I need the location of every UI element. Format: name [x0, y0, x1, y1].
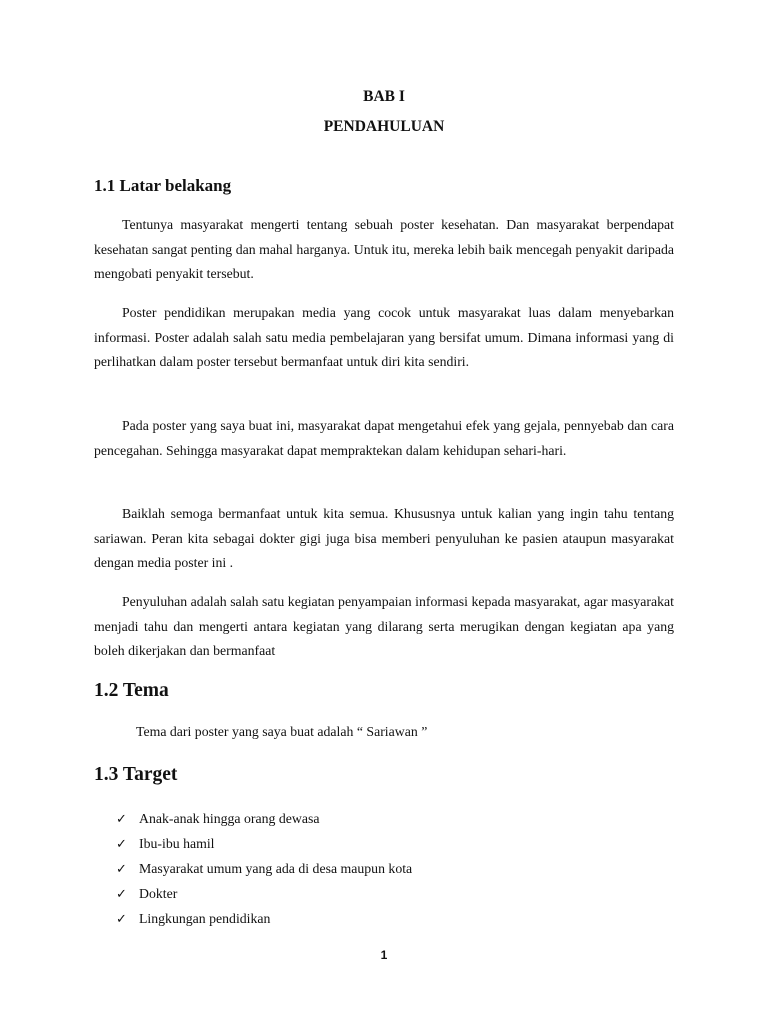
- list-item-text: Ibu-ibu hamil: [139, 836, 215, 851]
- paragraph: Baiklah semoga bermanfaat untuk kita semua. Khususnya untuk kalian yang ingin tahu tentang sariawan. Peran kita sebagai dokter gigi juga bisa memberi penyuluhan ke pasien ataupun masyarakat dengan media poster ini .: [94, 506, 674, 571]
- chapter-title: PENDAHULUAN: [323, 118, 445, 135]
- checkmark-icon: ✓: [116, 886, 127, 901]
- section-heading-target: 1.3 Target: [94, 764, 178, 785]
- paragraph: Poster pendidikan merupakan media yang cocok untuk masyarakat luas dalam menyebarkan informasi. Poster adalah salah satu media pembelajaran yang bersifat umum. Dimana informasi yang di perlihatkan dalam poster tersebut bermanfaat untuk diri kita sendiri.: [94, 305, 674, 370]
- list-item-text: Masyarakat umum yang ada di desa maupun kota: [139, 861, 413, 876]
- checkmark-icon: ✓: [116, 861, 127, 876]
- list-item: [116, 806, 412, 831]
- list-item: [116, 831, 412, 856]
- checkmark-icon: ✓: [116, 836, 127, 851]
- list-item-text: Dokter: [139, 886, 178, 901]
- checkmark-icon: ✓: [116, 811, 127, 826]
- page-number: 1: [380, 948, 388, 962]
- section-heading-tema: 1.2 Tema: [94, 680, 169, 701]
- list-item: [116, 856, 412, 881]
- checkmark-icon: ✓: [116, 911, 127, 926]
- chapter-label: BAB I: [363, 88, 405, 105]
- target-list: [116, 806, 412, 931]
- tema-text: Tema dari poster yang saya buat adalah “ Sariawan ”: [136, 724, 428, 739]
- paragraph: Pada poster yang saya buat ini, masyarakat dapat mengetahui efek yang gejala, pennyebab dan cara pencegahan. Sehingga masyarakat dapat mempraktekan dalam kehidupan sehari-hari.: [94, 418, 674, 458]
- list-item-text: Anak-anak hingga orang dewasa: [139, 811, 320, 826]
- list-item-text: Lingkungan pendidikan: [139, 911, 271, 926]
- list-item: [116, 881, 412, 906]
- section-heading-latar-belakang: 1.1 Latar belakang: [94, 176, 232, 195]
- list-item: [116, 906, 412, 931]
- paragraph: Tentunya masyarakat mengerti tentang sebuah poster kesehatan. Dan masyarakat berpendapat kesehatan sangat penting dan mahal harganya. Untuk itu, mereka lebih baik mencegah penyakit daripada mengobati penyakit tersebut.: [94, 217, 674, 282]
- paragraph: Penyuluhan adalah salah satu kegiatan penyampaian informasi kepada masyarakat, agar masyarakat menjadi tahu dan mengerti antara kegiatan yang dilarang serta merugikan dengan kegiatan apa yang boleh dikerjakan dan bermanfaat: [94, 594, 674, 659]
